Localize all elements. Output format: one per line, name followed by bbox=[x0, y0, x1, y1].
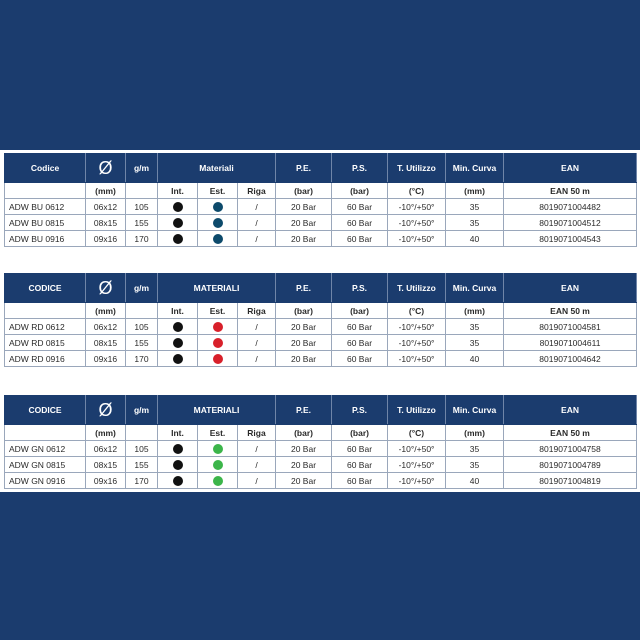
product-pe: 20 Bar bbox=[276, 457, 332, 473]
product-ean: 8019071004482 bbox=[504, 199, 637, 215]
int-color-cell bbox=[158, 231, 198, 247]
outer-material-dot bbox=[213, 322, 223, 332]
table-row bbox=[5, 473, 637, 489]
header-min-curva: Min. Curva bbox=[446, 274, 504, 303]
units-est: Est. bbox=[198, 303, 238, 319]
units-row bbox=[5, 425, 637, 441]
units-ean: EAN 50 m bbox=[504, 303, 637, 319]
header-min-curva: Min. Curva bbox=[446, 154, 504, 183]
est-color-cell bbox=[198, 457, 238, 473]
product-gm: 170 bbox=[126, 473, 158, 489]
product-gm: 170 bbox=[126, 351, 158, 367]
units-empty bbox=[5, 425, 86, 441]
header-utilizzo: T. Utilizzo bbox=[388, 154, 446, 183]
spec-table-blue bbox=[4, 153, 637, 247]
units-mm: (mm) bbox=[86, 425, 126, 441]
inner-material-dot bbox=[173, 202, 183, 212]
header-utilizzo: T. Utilizzo bbox=[388, 396, 446, 425]
header-min-curva: Min. Curva bbox=[446, 396, 504, 425]
units-ps: (bar) bbox=[332, 303, 388, 319]
product-temp: -10°/+50° bbox=[388, 199, 446, 215]
product-ps: 60 Bar bbox=[332, 335, 388, 351]
int-color-cell bbox=[158, 351, 198, 367]
product-size: 09x16 bbox=[86, 351, 126, 367]
product-gm: 105 bbox=[126, 199, 158, 215]
product-ps: 60 Bar bbox=[332, 319, 388, 335]
header-row bbox=[5, 396, 637, 425]
units-curva: (mm) bbox=[446, 183, 504, 199]
int-color-cell bbox=[158, 457, 198, 473]
inner-material-dot bbox=[173, 476, 183, 486]
inner-material-dot bbox=[173, 338, 183, 348]
product-code: ADW BU 0612 bbox=[5, 199, 86, 215]
product-riga: / bbox=[238, 335, 276, 351]
product-ean: 8019071004611 bbox=[504, 335, 637, 351]
units-pe: (bar) bbox=[276, 425, 332, 441]
product-size: 09x16 bbox=[86, 473, 126, 489]
product-min-curva: 35 bbox=[446, 319, 504, 335]
units-empty bbox=[5, 303, 86, 319]
header-ps: P.S. bbox=[332, 154, 388, 183]
product-riga: / bbox=[238, 215, 276, 231]
header-pe: P.E. bbox=[276, 154, 332, 183]
units-int: Int. bbox=[158, 183, 198, 199]
units-mm: (mm) bbox=[86, 303, 126, 319]
units-ps: (bar) bbox=[332, 183, 388, 199]
table-row bbox=[5, 351, 637, 367]
units-ps: (bar) bbox=[332, 425, 388, 441]
inner-material-dot bbox=[173, 218, 183, 228]
inner-material-dot bbox=[173, 322, 183, 332]
units-est: Est. bbox=[198, 183, 238, 199]
units-riga: Riga bbox=[238, 303, 276, 319]
product-code: ADW GN 0916 bbox=[5, 473, 86, 489]
est-color-cell bbox=[198, 351, 238, 367]
product-pe: 20 Bar bbox=[276, 441, 332, 457]
header-ps: P.S. bbox=[332, 396, 388, 425]
header-utilizzo: T. Utilizzo bbox=[388, 274, 446, 303]
product-code: ADW BU 0815 bbox=[5, 215, 86, 231]
product-min-curva: 40 bbox=[446, 473, 504, 489]
table-row bbox=[5, 335, 637, 351]
outer-material-dot bbox=[213, 460, 223, 470]
product-size: 06x12 bbox=[86, 441, 126, 457]
header-row bbox=[5, 274, 637, 303]
int-color-cell bbox=[158, 335, 198, 351]
product-temp: -10°/+50° bbox=[388, 215, 446, 231]
outer-material-dot bbox=[213, 218, 223, 228]
inner-material-dot bbox=[173, 444, 183, 454]
est-color-cell bbox=[198, 215, 238, 231]
outer-material-dot bbox=[213, 202, 223, 212]
product-code: ADW GN 0612 bbox=[5, 441, 86, 457]
header-ean: EAN bbox=[504, 154, 637, 183]
outer-material-dot bbox=[213, 234, 223, 244]
header-codice: Codice bbox=[5, 154, 86, 183]
product-size: 08x15 bbox=[86, 215, 126, 231]
header-ean: EAN bbox=[504, 274, 637, 303]
product-code: ADW RD 0612 bbox=[5, 319, 86, 335]
outer-material-dot bbox=[213, 476, 223, 486]
product-min-curva: 35 bbox=[446, 457, 504, 473]
header-materiali: MATERIALI bbox=[158, 274, 276, 303]
units-gm-empty bbox=[126, 303, 158, 319]
units-gm-empty bbox=[126, 183, 158, 199]
units-riga: Riga bbox=[238, 425, 276, 441]
product-gm: 105 bbox=[126, 319, 158, 335]
est-color-cell bbox=[198, 473, 238, 489]
int-color-cell bbox=[158, 441, 198, 457]
product-size: 09x16 bbox=[86, 231, 126, 247]
header-codice: CODICE bbox=[5, 396, 86, 425]
header-gm: g/m bbox=[126, 396, 158, 425]
units-temp: (°C) bbox=[388, 303, 446, 319]
product-gm: 170 bbox=[126, 231, 158, 247]
units-int: Int. bbox=[158, 303, 198, 319]
product-size: 06x12 bbox=[86, 319, 126, 335]
product-ps: 60 Bar bbox=[332, 351, 388, 367]
units-curva: (mm) bbox=[446, 425, 504, 441]
spec-table-green bbox=[4, 395, 637, 489]
product-pe: 20 Bar bbox=[276, 319, 332, 335]
product-ps: 60 Bar bbox=[332, 457, 388, 473]
int-color-cell bbox=[158, 319, 198, 335]
header-materiali: MATERIALI bbox=[158, 396, 276, 425]
product-code: ADW BU 0916 bbox=[5, 231, 86, 247]
units-gm-empty bbox=[126, 425, 158, 441]
outer-material-dot bbox=[213, 354, 223, 364]
product-size: 06x12 bbox=[86, 199, 126, 215]
units-ean: EAN 50 m bbox=[504, 425, 637, 441]
header-diameter: Ø bbox=[86, 154, 126, 183]
product-min-curva: 35 bbox=[446, 335, 504, 351]
product-code: ADW RD 0815 bbox=[5, 335, 86, 351]
header-ps: P.S. bbox=[332, 274, 388, 303]
product-ean: 8019071004789 bbox=[504, 457, 637, 473]
est-color-cell bbox=[198, 319, 238, 335]
header-materiali: Materiali bbox=[158, 154, 276, 183]
units-pe: (bar) bbox=[276, 183, 332, 199]
product-min-curva: 35 bbox=[446, 441, 504, 457]
product-ean: 8019071004758 bbox=[504, 441, 637, 457]
product-temp: -10°/+50° bbox=[388, 457, 446, 473]
product-ean: 8019071004512 bbox=[504, 215, 637, 231]
product-temp: -10°/+50° bbox=[388, 473, 446, 489]
product-pe: 20 Bar bbox=[276, 335, 332, 351]
spec-sheet-panel bbox=[0, 150, 640, 492]
product-min-curva: 35 bbox=[446, 215, 504, 231]
product-temp: -10°/+50° bbox=[388, 335, 446, 351]
product-min-curva: 35 bbox=[446, 199, 504, 215]
table-row bbox=[5, 457, 637, 473]
table-row bbox=[5, 199, 637, 215]
product-riga: / bbox=[238, 351, 276, 367]
units-int: Int. bbox=[158, 425, 198, 441]
table-row bbox=[5, 215, 637, 231]
product-riga: / bbox=[238, 457, 276, 473]
outer-material-dot bbox=[213, 444, 223, 454]
units-est: Est. bbox=[198, 425, 238, 441]
units-row bbox=[5, 303, 637, 319]
units-ean: EAN 50 m bbox=[504, 183, 637, 199]
product-temp: -10°/+50° bbox=[388, 319, 446, 335]
product-ean: 8019071004642 bbox=[504, 351, 637, 367]
header-codice: CODICE bbox=[5, 274, 86, 303]
product-gm: 155 bbox=[126, 335, 158, 351]
product-riga: / bbox=[238, 231, 276, 247]
product-ps: 60 Bar bbox=[332, 199, 388, 215]
units-curva: (mm) bbox=[446, 303, 504, 319]
table-row bbox=[5, 231, 637, 247]
outer-material-dot bbox=[213, 338, 223, 348]
header-pe: P.E. bbox=[276, 396, 332, 425]
units-temp: (°C) bbox=[388, 183, 446, 199]
product-ean: 8019071004543 bbox=[504, 231, 637, 247]
header-gm: g/m bbox=[126, 154, 158, 183]
table-row bbox=[5, 441, 637, 457]
product-pe: 20 Bar bbox=[276, 199, 332, 215]
header-pe: P.E. bbox=[276, 274, 332, 303]
inner-material-dot bbox=[173, 354, 183, 364]
product-gm: 155 bbox=[126, 215, 158, 231]
product-ps: 60 Bar bbox=[332, 215, 388, 231]
units-mm: (mm) bbox=[86, 183, 126, 199]
est-color-cell bbox=[198, 335, 238, 351]
est-color-cell bbox=[198, 441, 238, 457]
inner-material-dot bbox=[173, 234, 183, 244]
int-color-cell bbox=[158, 199, 198, 215]
product-size: 08x15 bbox=[86, 335, 126, 351]
product-gm: 105 bbox=[126, 441, 158, 457]
product-riga: / bbox=[238, 199, 276, 215]
header-ean: EAN bbox=[504, 396, 637, 425]
product-ps: 60 Bar bbox=[332, 473, 388, 489]
units-pe: (bar) bbox=[276, 303, 332, 319]
est-color-cell bbox=[198, 199, 238, 215]
header-gm: g/m bbox=[126, 274, 158, 303]
product-min-curva: 40 bbox=[446, 351, 504, 367]
product-pe: 20 Bar bbox=[276, 473, 332, 489]
units-empty bbox=[5, 183, 86, 199]
product-pe: 20 Bar bbox=[276, 215, 332, 231]
product-code: ADW GN 0815 bbox=[5, 457, 86, 473]
product-ps: 60 Bar bbox=[332, 231, 388, 247]
product-ean: 8019071004819 bbox=[504, 473, 637, 489]
product-pe: 20 Bar bbox=[276, 231, 332, 247]
header-diameter: Ø bbox=[86, 396, 126, 425]
product-riga: / bbox=[238, 473, 276, 489]
product-ps: 60 Bar bbox=[332, 441, 388, 457]
product-ean: 8019071004581 bbox=[504, 319, 637, 335]
product-pe: 20 Bar bbox=[276, 351, 332, 367]
units-riga: Riga bbox=[238, 183, 276, 199]
product-size: 08x15 bbox=[86, 457, 126, 473]
product-temp: -10°/+50° bbox=[388, 441, 446, 457]
product-code: ADW RD 0916 bbox=[5, 351, 86, 367]
product-temp: -10°/+50° bbox=[388, 351, 446, 367]
product-riga: / bbox=[238, 319, 276, 335]
int-color-cell bbox=[158, 473, 198, 489]
inner-material-dot bbox=[173, 460, 183, 470]
table-row bbox=[5, 319, 637, 335]
product-min-curva: 40 bbox=[446, 231, 504, 247]
units-temp: (°C) bbox=[388, 425, 446, 441]
product-temp: -10°/+50° bbox=[388, 231, 446, 247]
int-color-cell bbox=[158, 215, 198, 231]
units-row bbox=[5, 183, 637, 199]
est-color-cell bbox=[198, 231, 238, 247]
header-row bbox=[5, 154, 637, 183]
header-diameter: Ø bbox=[86, 274, 126, 303]
spec-table-red bbox=[4, 273, 637, 367]
product-gm: 155 bbox=[126, 457, 158, 473]
product-riga: / bbox=[238, 441, 276, 457]
